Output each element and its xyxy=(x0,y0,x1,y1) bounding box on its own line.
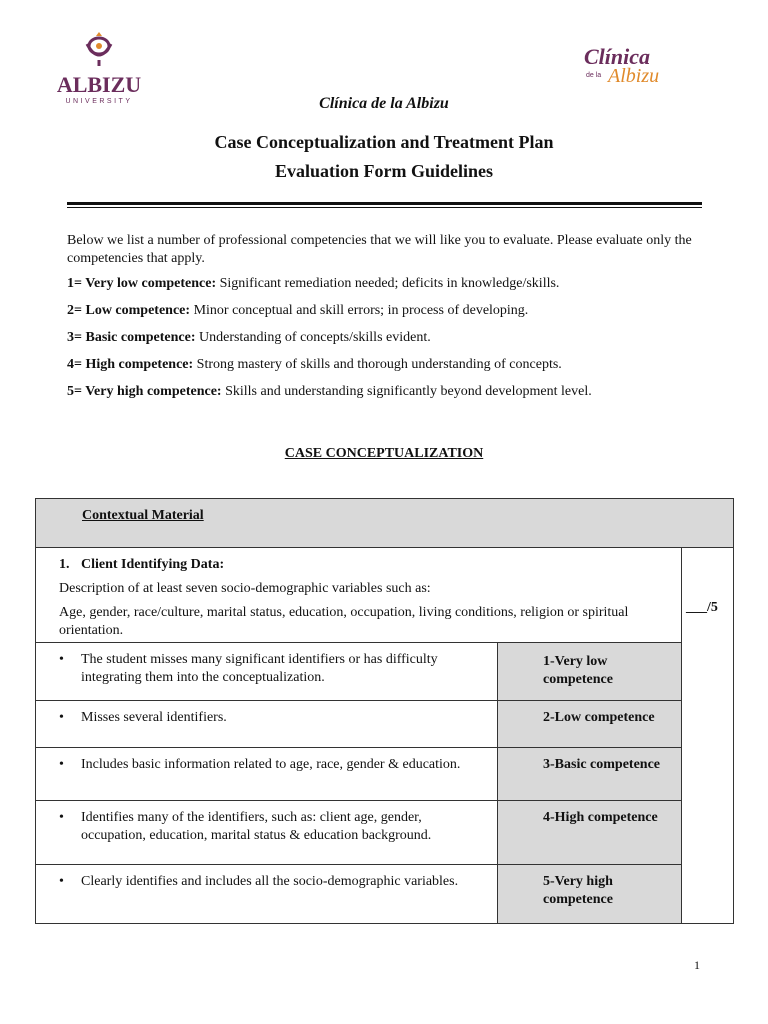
scale-label: 3= Basic competence: xyxy=(67,330,196,345)
criteria-cell xyxy=(36,701,498,748)
criteria-row xyxy=(36,748,734,801)
clinica-logo-icon xyxy=(566,42,732,90)
level-cell: 1-Very low competence xyxy=(498,643,682,701)
criteria-cell xyxy=(36,865,498,924)
criteria-text: Identifies many of the identifiers, such as: client age, gender, occupation, education, marital status & education background. xyxy=(81,810,432,843)
item-number: 1. xyxy=(59,557,70,572)
criteria-cell xyxy=(36,643,498,701)
item-row xyxy=(36,548,734,643)
scale-label: 2= Low competence: xyxy=(67,303,191,318)
scale-item-4 xyxy=(67,356,717,374)
scale-item-3 xyxy=(67,329,717,347)
clinica-logo-text: Clínica xyxy=(584,44,651,69)
scale-text: Strong mastery of skills and thorough understanding of concepts. xyxy=(193,357,562,372)
item-line2: Age, gender, race/culture, marital status, education, occupation, living conditions, religion or spiritual orientation. xyxy=(59,605,629,638)
item-title-text: Client Identifying Data: xyxy=(81,557,225,572)
scale-item-5 xyxy=(67,383,717,401)
clinic-name: Clínica de la Albizu xyxy=(319,95,449,112)
scale-label: 4= High competence: xyxy=(67,357,194,372)
score-cell[interactable] xyxy=(682,548,734,924)
table-header-cell xyxy=(36,499,734,548)
criteria-row xyxy=(36,701,734,748)
level-cell: 2-Low competence xyxy=(498,701,682,748)
level-cell: 4-High competence xyxy=(498,801,682,865)
clinica-albizu-logo xyxy=(566,42,732,90)
scale-item-2 xyxy=(67,302,717,320)
bullet-icon: • xyxy=(59,710,64,725)
criteria-cell xyxy=(36,801,498,865)
score-field[interactable]: ___/5 xyxy=(686,600,718,615)
document-title: Case Conceptualization and Treatment Plan xyxy=(214,132,554,152)
de-la-logo-text: de la xyxy=(586,72,602,79)
university-logo-text: UNIVERSITY xyxy=(65,98,133,105)
criteria-row xyxy=(36,865,734,924)
scale-label: 5= Very high competence: xyxy=(67,384,222,399)
bullet-icon: • xyxy=(59,757,64,772)
level-cell: 3-Basic competence xyxy=(498,748,682,801)
criteria-text: The student misses many significant identifiers or has difficulty integrating them into the conceptualization. xyxy=(81,652,438,685)
header-divider-thin xyxy=(67,207,702,208)
evaluation-table xyxy=(35,498,734,924)
scale-text: Minor conceptual and skill errors; in process of developing. xyxy=(190,303,529,318)
scale-text: Significant remediation needed; deficits in knowledge/skills. xyxy=(216,276,560,291)
bullet-icon: • xyxy=(59,810,64,825)
contextual-material-heading: Contextual Material xyxy=(82,508,204,523)
section-title: CASE CONCEPTUALIZATION xyxy=(284,446,484,461)
intro-paragraph: Below we list a number of professional competencies that we will like you to evaluate. Please evaluate only the competencies that apply. xyxy=(67,233,692,266)
item-title xyxy=(59,556,673,574)
item-description-cell xyxy=(36,548,682,643)
scale-item-1 xyxy=(67,275,717,293)
scale-text: Skills and understanding significantly beyond development level. xyxy=(221,384,592,399)
scale-label: 1= Very low competence: xyxy=(67,276,217,291)
scale-text: Understanding of concepts/skills evident. xyxy=(195,330,431,345)
criteria-text: Includes basic information related to age, race, gender & education. xyxy=(81,757,461,772)
criteria-text: Misses several identifiers. xyxy=(81,710,227,725)
header-divider xyxy=(67,202,702,205)
criteria-text: Clearly identifies and includes all the socio-demographic variables. xyxy=(81,874,459,889)
criteria-cell xyxy=(36,748,498,801)
bullet-icon: • xyxy=(59,652,64,667)
page-number: 1 xyxy=(694,958,700,972)
bullet-icon: • xyxy=(59,874,64,889)
level-cell: 5-Very high competence xyxy=(498,865,682,924)
albizu-script-logo-text: Albizu xyxy=(608,65,660,87)
criteria-row xyxy=(36,643,734,701)
item-line1: Description of at least seven socio-demographic variables such as: xyxy=(59,581,431,596)
document-subtitle: Evaluation Form Guidelines xyxy=(274,161,494,181)
albizu-logo-text: ALBIZU xyxy=(56,72,142,97)
table-header-row xyxy=(36,499,734,548)
criteria-row xyxy=(36,801,734,865)
